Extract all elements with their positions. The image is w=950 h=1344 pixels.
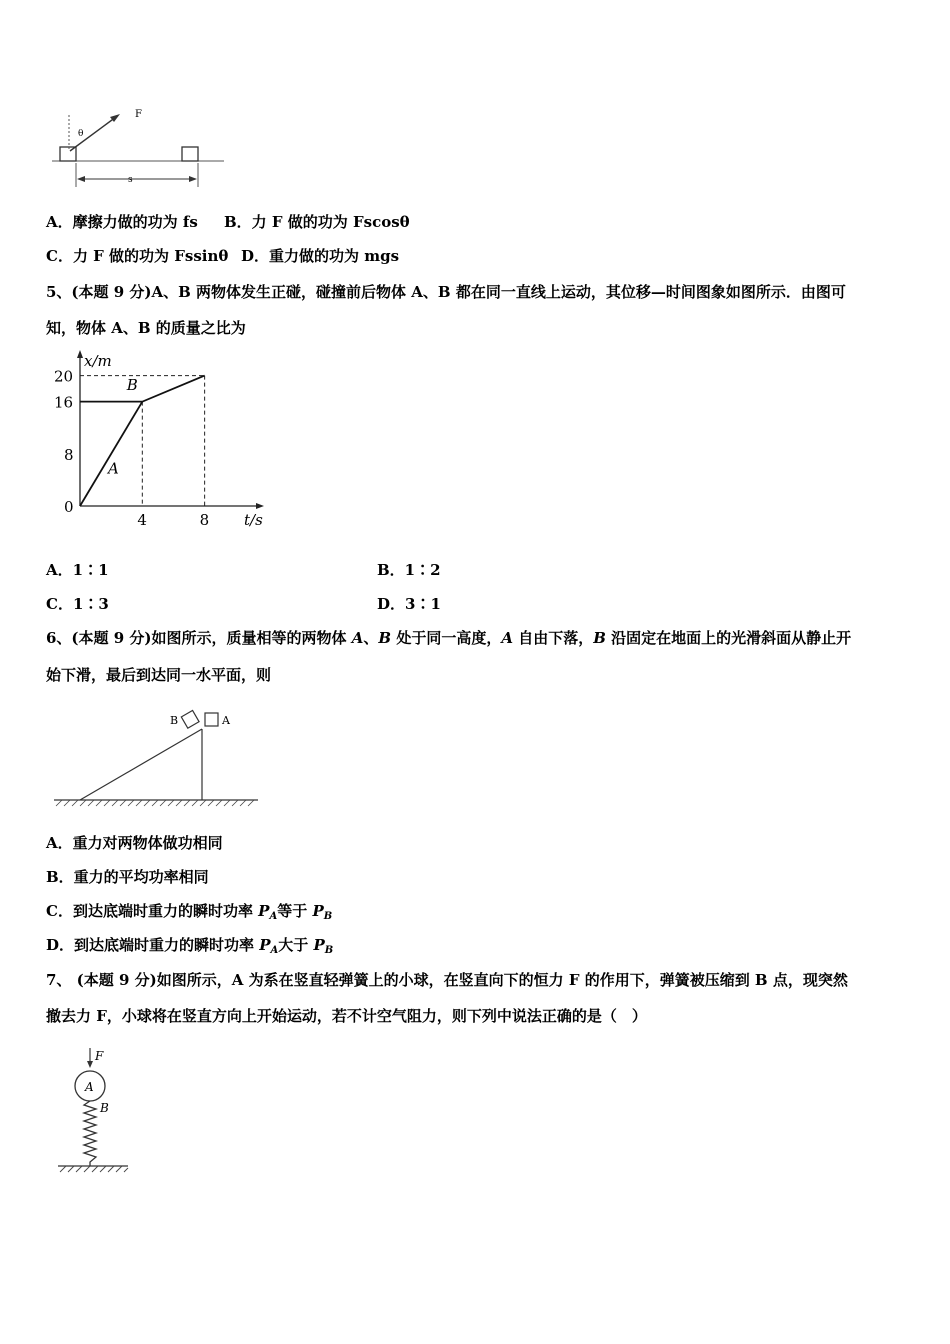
- q4-option-c: C．力 F 做的功为 Fssinθ: [46, 247, 229, 265]
- series-label-B: B: [126, 375, 138, 394]
- ground-hatching: [60, 1166, 128, 1172]
- q6-stem-part-3: 自由下落，: [512, 629, 594, 647]
- q5-option-b: B．1∶2: [377, 561, 441, 579]
- subscript-b: B: [323, 911, 333, 922]
- q5-stem-line-2: 知，物体 A、B 的质量之比为: [46, 319, 246, 337]
- q6-option-a: A．重力对两物体做功相同: [46, 834, 223, 852]
- force-label: F: [135, 109, 142, 120]
- q5-stem-line-1: 5、(本题 9 分)A、B 两物体发生正碰，碰撞前后物体 A、B 都在同一直线上运动，其位移—时间图象如图所示．由图可: [46, 283, 846, 301]
- q4-figure: [48, 105, 228, 190]
- x-tick-label-8: 8: [199, 511, 210, 529]
- series-label-A: A: [108, 459, 119, 478]
- power-symbol: P: [259, 936, 271, 954]
- point-b-label: B: [100, 1101, 109, 1115]
- q6-stem-part-1: 6、(本题 9 分)如图所示，质量相等的两物体: [46, 629, 352, 647]
- q6-stem-line-1: [46, 628, 851, 648]
- block-a-free-fall: [205, 713, 218, 726]
- subscript-a: A: [269, 911, 278, 922]
- q6-option-c-text: C．到达底端时重力的瞬时功率: [46, 902, 259, 920]
- power-symbol: P: [313, 936, 325, 954]
- q6-option-c-relation: 等于: [277, 902, 313, 920]
- q4-option-a: A．摩擦力做的功为 fs: [46, 213, 198, 231]
- subscript-a: A: [270, 945, 279, 956]
- q7-stem-line-1: 7、 (本题 9 分)如图所示，A 为系在竖直轻弹簧上的小球，在竖直向下的恒力 F 的作用下，弹簧被压缩到 B 点，现突然: [46, 971, 848, 989]
- q6-option-b: B．重力的平均功率相同: [46, 868, 209, 886]
- x-axis-label: t/s: [244, 511, 263, 529]
- block-end: [182, 147, 198, 161]
- y-axis-label: x/m: [84, 352, 112, 370]
- displacement-arrowhead-right: [189, 176, 197, 182]
- q7-spring-figure: [52, 1040, 142, 1180]
- q6-stem-part-4: 沿固定在地面上的光滑斜面从静止开: [605, 629, 852, 647]
- q5-xt-chart: [48, 346, 263, 531]
- power-symbol: P: [312, 902, 324, 920]
- q4-option-b: B．力 F 做的功为 Fscosθ: [224, 213, 410, 231]
- label-a: A: [222, 714, 230, 727]
- y-axis-arrowhead: [77, 350, 83, 358]
- displacement-label: s: [128, 175, 133, 185]
- q5-option-c: C．1∶3: [46, 595, 109, 613]
- q7-stem-line-2: 撤去力 F，小球将在竖直方向上开始运动，若不计空气阻力，则下列中说法正确的是（ ）: [46, 1007, 647, 1025]
- y-tick-label-16: 16: [54, 393, 74, 412]
- y-tick-label-20: 20: [54, 367, 74, 386]
- q6-option-d: [46, 935, 333, 961]
- displacement-arrowhead-left: [77, 176, 85, 182]
- x-tick-label-4: 4: [137, 511, 147, 529]
- power-symbol: P: [258, 902, 270, 920]
- x-tick-label-0: 0: [64, 498, 74, 516]
- force-arrow: [70, 117, 116, 151]
- q6-stem-object-a: A: [351, 629, 364, 647]
- label-b: B: [170, 714, 179, 727]
- x-axis-arrowhead: [256, 503, 264, 509]
- series-line-B: [80, 376, 205, 402]
- theta-label: θ: [78, 129, 84, 139]
- subscript-b: B: [324, 945, 334, 956]
- q6-stem-object-a-2: A: [501, 629, 513, 647]
- force-arrowhead: [87, 1061, 93, 1068]
- ground-hatching: [56, 800, 254, 806]
- q6-option-d-relation: 大于: [278, 936, 314, 954]
- series-line-A: [80, 402, 142, 506]
- q6-option-c: [46, 901, 332, 927]
- q6-stem-separator: 、: [363, 629, 379, 647]
- q4-option-d: D．重力做的功为 mgs: [241, 247, 400, 265]
- incline-surface: [80, 729, 202, 800]
- block-b-on-incline: [181, 710, 199, 728]
- q6-option-d-text: D．到达底端时重力的瞬时功率: [46, 936, 260, 954]
- ball-label: A: [85, 1080, 94, 1094]
- q5-option-a: A．1∶1: [46, 561, 109, 579]
- q6-stem-line-2: 始下滑，最后到达同一水平面，则: [46, 666, 272, 684]
- q6-stem-part-2: 处于同一高度，: [391, 629, 502, 647]
- q5-option-d: D．3∶1: [377, 595, 441, 613]
- q6-stem-object-b: B: [378, 629, 392, 647]
- q6-incline-figure: [52, 706, 262, 810]
- force-label: F: [95, 1049, 104, 1063]
- spring-coil: [84, 1101, 96, 1166]
- y-tick-label-8: 8: [64, 445, 74, 464]
- q6-stem-object-b-2: B: [593, 629, 606, 647]
